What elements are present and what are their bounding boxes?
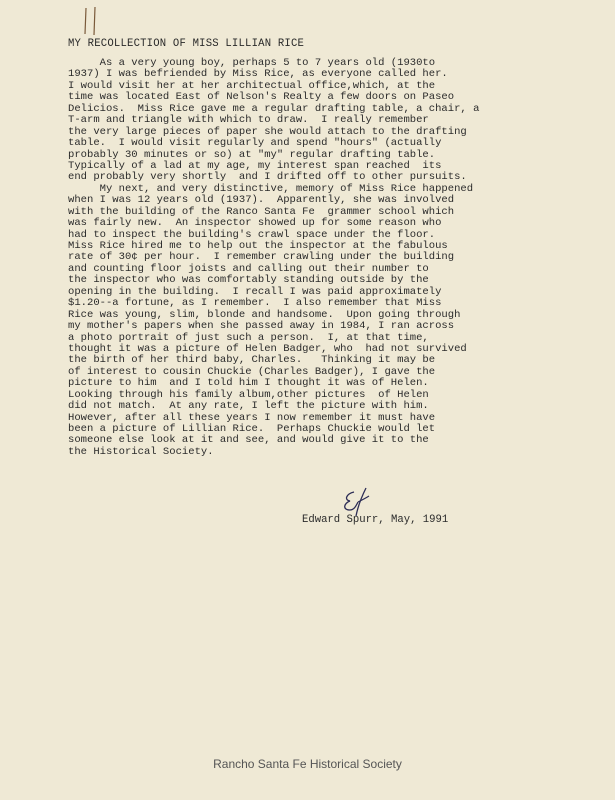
- text-line: end probably very shortly and I drifted off to other pursuits.: [68, 171, 467, 184]
- footer-credit: Rancho Santa Fe Historical Society: [213, 757, 402, 771]
- text-line: Typically of a lad at my age, my interest span reached its: [68, 159, 442, 172]
- text-line: I would visit her at her architectual office,which, at the: [68, 79, 436, 92]
- pencil-mark-icon: [83, 6, 103, 36]
- text-line: when I was 12 years old (1937). Apparently, she was involved: [68, 194, 455, 207]
- document-title: MY RECOLLECTION OF MISS LILLIAN RICE: [68, 38, 305, 50]
- text-line: As a very young boy, perhaps 5 to 7 years old (1930to: [68, 57, 436, 69]
- text-line: $1.20--a fortune, as I remember. I also remember that Miss: [68, 297, 442, 310]
- text-line: was fairly new. An inspector showed up for some reason who: [68, 217, 442, 230]
- text-line: been a picture of Lillian Rice. Perhaps Chuckie would let: [68, 423, 436, 435]
- text-line: Delicios. Miss Rice gave me a regular drafting table, a chair, a: [68, 102, 480, 115]
- text-line: the very large pieces of paper she would attach to the drafting: [68, 125, 467, 138]
- text-line: opening in the building. I recall I was paid approximately: [68, 285, 442, 298]
- text-line: probably 30 minutes or so) at "my" regular drafting table.: [68, 148, 436, 161]
- text-line: Looking through his family album,other pictures of Helen: [68, 388, 429, 401]
- text-line: and counting floor joists and calling out their number to: [68, 262, 429, 275]
- text-line: a photo portrait of just such a person. I, at that time,: [68, 331, 429, 344]
- text-line: thought it was a picture of Helen Badger, who had not survived: [68, 342, 467, 355]
- text-line: However, after all these years I now remember it must have: [68, 411, 436, 424]
- text-line: someone else look at it and see, and would give it to the: [68, 434, 429, 447]
- text-line: had to inspect the building's crawl space under the floor.: [68, 228, 436, 241]
- text-line: Miss Rice hired me to help out the inspector at the fabulous: [68, 240, 448, 252]
- text-line: of interest to cousin Chuckie (Charles Badger), I gave the: [68, 365, 436, 378]
- text-line: My next, and very distinctive, memory of Miss Rice happened: [68, 182, 474, 195]
- text-line: the birth of her third baby, Charles. Thinking it may be: [68, 354, 436, 367]
- text-line: time was located East of Nelson's Realty a few doors on Paseo: [68, 91, 455, 104]
- text-line: 1937) I was befriended by Miss Rice, as everyone called her.: [68, 68, 448, 81]
- text-line: did not match. At any rate, I left the picture with him.: [68, 400, 429, 413]
- text-line: Rice was young, slim, blonde and handsome. Upon going through: [68, 308, 461, 321]
- text-line: picture to him and I told him I thought it was of Helen.: [68, 377, 429, 390]
- text-line: rate of 30¢ per hour. I remember crawling under the building: [68, 251, 455, 264]
- document-body: [68, 58, 538, 458]
- signature-line: Edward Spurr, May, 1991: [302, 514, 449, 526]
- text-line: my mother's papers when she passed away in 1984, I ran across: [68, 320, 455, 333]
- text-line: T-arm and triangle with which to draw. I really remember: [68, 114, 429, 127]
- text-line: table. I would visit regularly and spend "hours" (actually: [68, 137, 442, 150]
- text-line: the Historical Society.: [68, 445, 214, 458]
- text-line: with the building of the Ranco Santa Fe grammer school which: [68, 205, 455, 218]
- text-line: the inspector who was comfortably standing outside by the: [68, 274, 429, 287]
